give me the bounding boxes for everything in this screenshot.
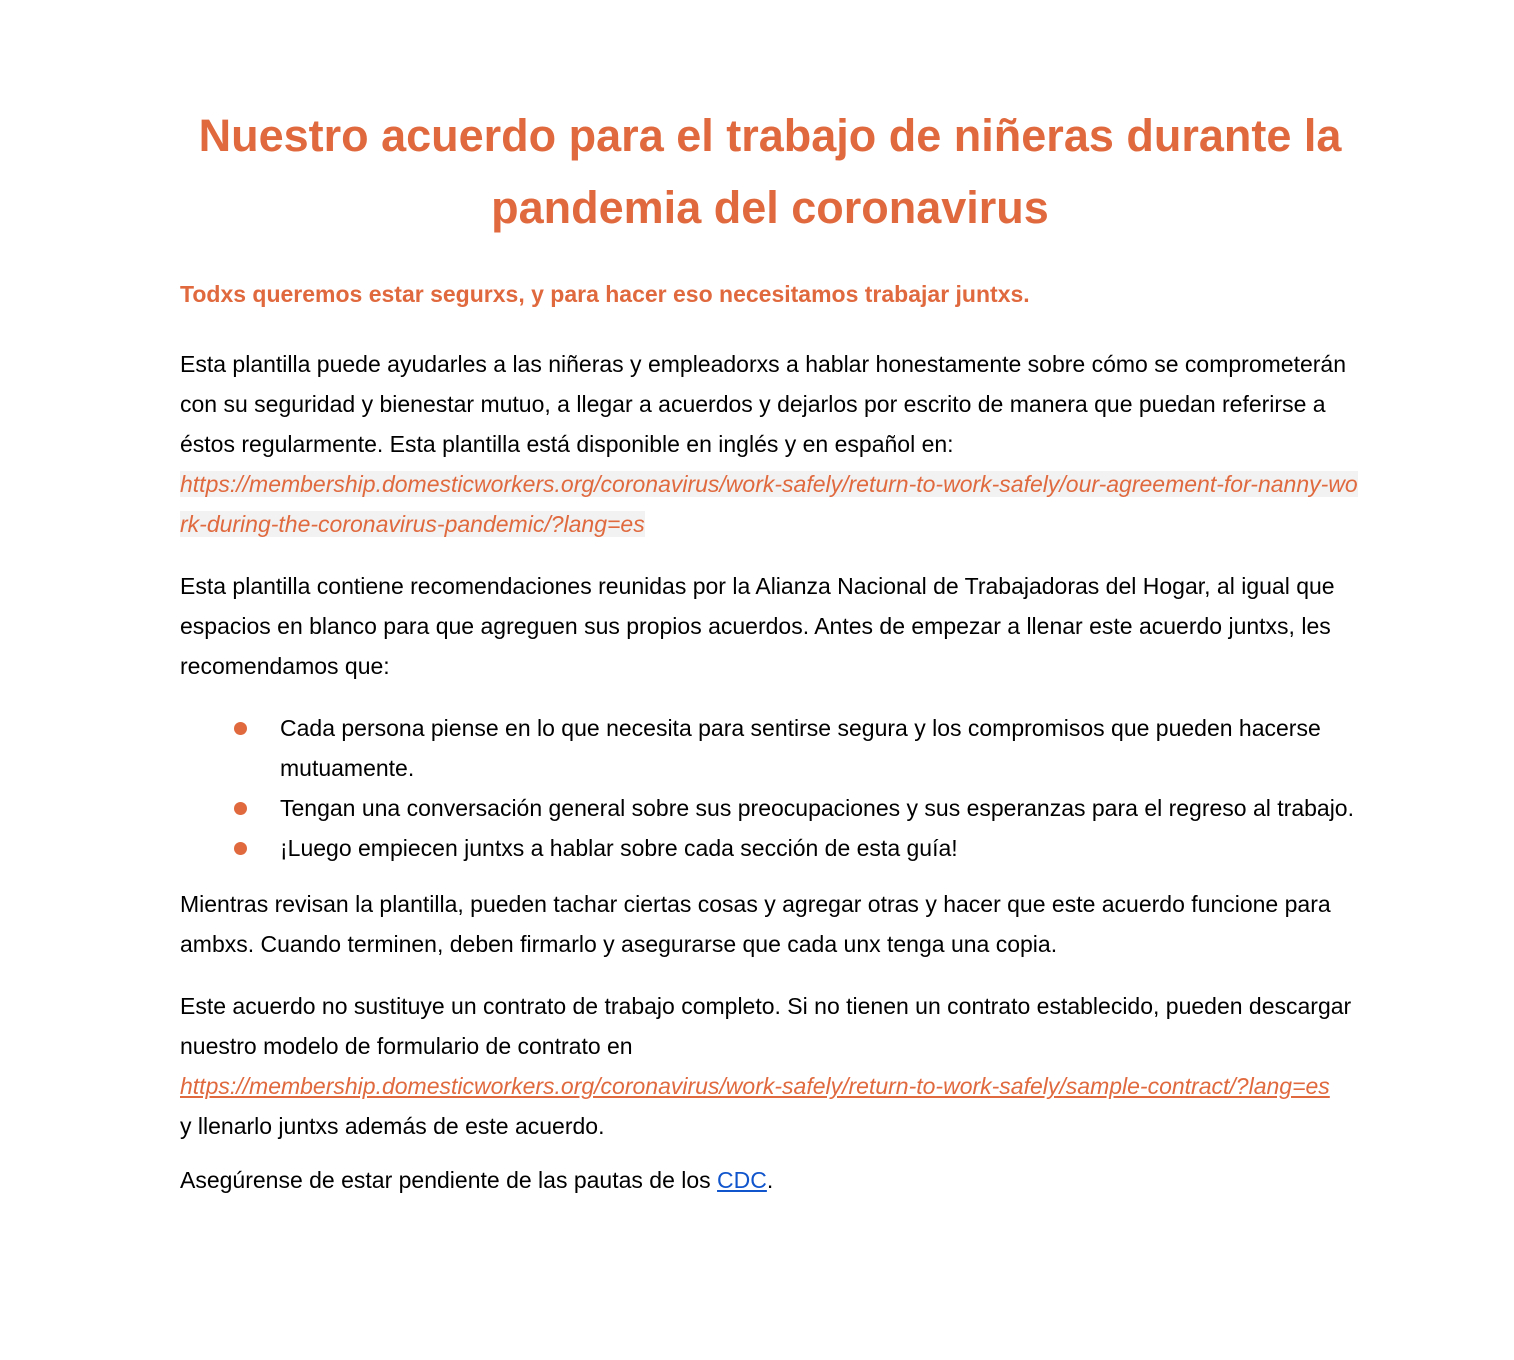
list-item-start-talking: ¡Luego empiecen juntxs a hablar sobre cada sección de esta guía!	[280, 828, 1360, 868]
agreement-template-link[interactable]: https://membership.domesticworkers.org/coronavirus/work-safely/return-to-work-safely/our-agreement-for-nanny-work-during-the-coronavirus-pandemic/?lang=es	[180, 471, 1358, 537]
paragraph-template-intro	[180, 344, 1360, 544]
tagline-text: Todxs queremos estar segurxs, y para hacer eso necesitamos trabajar juntxs.	[180, 281, 1030, 307]
review-note-text: Mientras revisan la plantilla, pueden tachar ciertas cosas y agregar otras y hacer que este acuerdo funcione para ambxs. Cuando terminen, deben firmarlo y asegurarse que cada unx tenga una copia.	[180, 891, 1331, 957]
paragraph-cdc-note	[180, 1160, 1360, 1200]
list-item-think-needs: Cada persona piense en lo que necesita para sentirse segura y los compromisos que pueden hacerse mutuamente.	[280, 708, 1360, 788]
cdc-link[interactable]: CDC	[717, 1167, 767, 1193]
sample-contract-link[interactable]: https://membership.domesticworkers.org/coronavirus/work-safely/return-to-work-safely/sample-contract/?lang=es	[180, 1073, 1330, 1099]
paragraph-contract-note	[180, 986, 1360, 1146]
paragraph-recommendations-intro	[180, 566, 1360, 686]
recommendations-intro-text: Esta plantilla contiene recomendaciones reunidas por la Alianza Nacional de Trabajadoras del Hogar, al igual que espacios en blanco para que agreguen sus propios acuerdos. Antes de empezar a llenar este acuerdo juntxs, les recomendamos que:	[180, 573, 1335, 679]
document-title: Nuestro acuerdo para el trabajo de niñeras durante la pandemia del coronavirus	[198, 110, 1342, 233]
agreement-link-line	[180, 464, 1360, 544]
contract-link-line	[180, 1066, 1360, 1106]
contract-note-after-link: y llenarlo juntxs además de este acuerdo.	[180, 1113, 605, 1139]
recommendations-list	[180, 708, 1360, 868]
cdc-note-before-text: Asegúrense de estar pendiente de las pautas de los	[180, 1167, 718, 1193]
list-item-general-conversation: Tengan una conversación general sobre sus preocupaciones y sus esperanzas para el regreso al trabajo.	[280, 788, 1360, 828]
paragraph-review-note	[180, 884, 1360, 964]
template-intro-text: Esta plantilla puede ayudarles a las niñeras y empleadorxs a hablar honestamente sobre cómo se comprometerán con su seguridad y bienestar mutuo, a llegar a acuerdos y dejarlos por escrito de manera que puedan referirse a éstos regularmente. Esta plantilla está disponible en inglés y en español en:	[180, 351, 1346, 457]
contract-note-text: Este acuerdo no sustituye un contrato de trabajo completo. Si no tienen un contrato establecido, pueden descargar nuestro modelo de formulario de contrato en	[180, 993, 1352, 1059]
cdc-note-after-text: .	[766, 1167, 774, 1193]
